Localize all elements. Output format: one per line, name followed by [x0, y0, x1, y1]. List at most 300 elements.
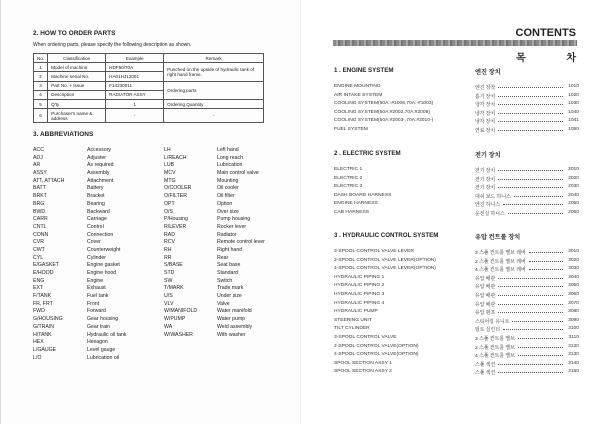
contents-item[interactable] [334, 283, 579, 292]
contents-item[interactable] [334, 335, 579, 344]
abbreviation-meaning: Forward [87, 308, 107, 315]
contents-item[interactable] [334, 326, 579, 335]
order-table [33, 53, 264, 123]
abbreviation-meaning: Long reach [217, 154, 243, 161]
page-number: 1010 [568, 84, 579, 89]
leader-dots [498, 364, 563, 365]
decorative-band [333, 40, 577, 46]
abbreviation-code: L/GAUGE [33, 346, 57, 353]
abbreviation-meaning: Rear [217, 254, 229, 261]
item-title-en: TILT CYLINDER [334, 326, 370, 332]
abbreviation-meaning: With washer [217, 331, 246, 338]
item-title-ko: 4 스풀 컨트롤 밸브 [475, 354, 515, 360]
section-heading [334, 150, 579, 167]
section-title-ko: 전기 장치 [475, 152, 501, 159]
abbreviation-row [33, 308, 273, 316]
order-intro: When ordering parts, please specify the following description as shown. [33, 42, 192, 48]
abbreviation-row [33, 216, 273, 224]
cell: Model of machine [48, 63, 106, 72]
item-title-ko: 연료 장치 [475, 128, 496, 134]
table-row [34, 99, 264, 108]
abbreviation-meaning: Bracket [87, 193, 105, 200]
contents-item[interactable] [334, 266, 579, 275]
abbreviation-meaning: Bearing [87, 200, 105, 207]
abbreviation-code: AR [33, 162, 41, 169]
abbreviation-code: FR, FRT [33, 300, 53, 307]
abbreviation-meaning: Trade mark [217, 285, 244, 292]
item-title-en: 2-SPOOL CONTROL VALVE(OPTION) [334, 343, 419, 349]
abbreviation-row [33, 332, 273, 340]
abbreviation-code: LUB [164, 162, 175, 169]
abbreviation-code: CWT [33, 246, 45, 253]
abbreviation-meaning: Remote control lever [217, 239, 265, 246]
leader-dots [498, 96, 563, 97]
abbreviation-code: STD [164, 270, 175, 276]
abbreviation-code: RAD [164, 231, 175, 238]
abbreviation-row [33, 162, 273, 170]
item-title-en: COOLING SYSTEM(50A:-#1006,70A:-#1003) [334, 101, 434, 107]
abbreviation-row [33, 339, 273, 347]
item-title-ko: 대쉬 보드 하니스 [475, 194, 511, 200]
abbreviation-meaning: Carriage [87, 216, 107, 223]
item-title-en: 4-SPOOL CONTROL VALVE(OPTION) [334, 352, 419, 358]
item-title-ko: 유압 펌프 [475, 311, 496, 317]
table-header [34, 54, 264, 63]
abbreviation-code: U/S [164, 293, 173, 300]
leader-dots [498, 278, 563, 279]
page-number: 3030 [568, 266, 579, 272]
cell: - [106, 109, 164, 123]
abbreviation-row [33, 285, 273, 293]
abbreviation-meaning: Pump housing [217, 216, 251, 223]
abbreviation-code: G/TRAIN [33, 323, 55, 330]
contents-item[interactable] [334, 369, 579, 378]
item-title-ko: 3 스풀 컨트롤 밸브 레버 [475, 251, 526, 256]
item-title-en: HYDRAULIC PIPING 1 [334, 274, 385, 280]
abbreviation-row [33, 293, 273, 301]
contents-item[interactable] [334, 84, 579, 93]
section-title-en: 2 . ELECTRIC SYSTEM [334, 150, 401, 157]
contents-item[interactable] [334, 201, 579, 210]
cell: 4 [34, 90, 48, 99]
abbreviation-meaning: Assembly [87, 170, 110, 177]
item-title-en: 4-SPOOL CONTROL VALVE LEVER(OPTION) [334, 266, 436, 272]
abbreviation-code: H/TANK [33, 331, 52, 338]
abbreviation-meaning: Cylinder [87, 254, 107, 261]
table-row [34, 63, 264, 72]
abbreviation-code: BRKT [33, 193, 47, 200]
cell: 6 [34, 109, 48, 123]
contents-title-ko [516, 49, 576, 64]
abbreviation-code: O/FILTER [164, 193, 187, 200]
abbreviation-code: BWD [33, 208, 46, 215]
contents-item[interactable] [334, 301, 579, 310]
abbreviation-code: VLV [164, 300, 174, 307]
section-title-ko: 유압 컨트롤 장치 [475, 234, 521, 241]
contents-item[interactable] [334, 184, 579, 193]
leader-dots [518, 338, 563, 339]
cell: Purchaser's name & address [48, 109, 106, 123]
item-title-ko: 4 스풀 컨트롤 밸브 레버 [475, 268, 526, 274]
item-title-en: FUEL SYSTEM [334, 126, 368, 132]
section-title-en: 1 . ENGINE SYSTEM [334, 67, 394, 74]
abbreviation-meaning: Weld assembly [217, 323, 253, 330]
abbreviation-meaning: Battery [87, 185, 104, 192]
item-title-en: 3-SPOOL CONTROL VALVE [334, 334, 397, 340]
abbreviation-row [33, 262, 273, 270]
abbreviation-code: ACC [33, 147, 44, 153]
item-title-ko: 2 스풀 컨트롤 밸브 [475, 345, 515, 351]
leader-dots [498, 312, 563, 313]
item-title-en: DASH BOARD HARNESS [334, 192, 392, 198]
abbreviation-row [33, 255, 273, 263]
cell: F14230011 [106, 81, 164, 90]
cell: Machine serial No. [48, 72, 106, 81]
abbreviation-code: ASSY [33, 170, 47, 177]
page-number: 3070 [568, 300, 579, 306]
abbreviation-meaning: Hexagon [87, 339, 108, 346]
abbreviation-meaning: Oil filter [217, 193, 235, 200]
abbreviation-code: R/LEVER [164, 223, 187, 230]
abbreviation-row [33, 301, 273, 309]
abbreviation-code: CONN [33, 231, 49, 238]
abbreviation-meaning: Engine hood [87, 270, 117, 276]
abbreviation-code: P/Housing [164, 216, 188, 223]
abbreviation-code: RR [164, 254, 172, 261]
item-title-ko: 엔진 하니스 [475, 203, 500, 209]
abbreviation-row [33, 178, 273, 186]
abbreviation-row [33, 232, 273, 240]
page-number: 3040 [568, 274, 579, 280]
leader-dots [514, 196, 563, 197]
leader-dots [508, 213, 563, 214]
leader-dots [518, 355, 563, 356]
leader-dots [529, 261, 563, 262]
leader-dots [503, 329, 563, 330]
abbreviation-meaning: Adjuster [87, 154, 107, 161]
abbreviation-row [33, 278, 273, 286]
page-number: 1041 [568, 118, 579, 124]
leader-dots [529, 252, 563, 253]
abbreviation-row [33, 239, 273, 247]
item-title-en: SPOOL SECTION ASSY 1 [334, 360, 392, 366]
contents-item[interactable] [334, 176, 579, 185]
abbreviation-row [33, 185, 273, 193]
abbreviation-row [33, 155, 273, 163]
abbreviation-meaning: Counterweight [87, 246, 121, 253]
abbreviation-meaning: Valve [217, 300, 230, 307]
item-title-en: ELECTRIC 3 [334, 184, 363, 190]
abbreviation-code: L/REACH [164, 154, 187, 161]
page-number: 3150 [568, 369, 579, 375]
abbreviation-meaning: Gear train [87, 323, 111, 330]
abbreviation-code: OPT [164, 200, 175, 207]
abbreviation-meaning: Oil cooler [217, 185, 239, 192]
item-title-ko: 운전실 하니스 [475, 211, 505, 217]
order-heading: 2. HOW TO ORDER PARTS [33, 30, 116, 37]
leader-dots [498, 295, 563, 296]
page-number: 1020 [568, 92, 579, 98]
title-ko-char: 차 [566, 53, 576, 64]
item-title-ko: 엔진 장착 [475, 86, 496, 91]
title-ko-char: 목 [516, 53, 526, 64]
item-title-ko: 틸트 실린더 [475, 328, 500, 334]
page-number: 2050 [568, 201, 579, 207]
contents-item[interactable] [334, 101, 579, 110]
cell: RADIATOR ASSY [106, 90, 164, 99]
leader-dots [498, 121, 563, 122]
abbreviation-code: W/WASHER [164, 331, 193, 338]
leader-dots [498, 179, 563, 180]
table-row [34, 81, 264, 90]
abbreviation-meaning: Water pump [217, 316, 246, 323]
leader-dots [498, 372, 563, 373]
header-cell: Example [106, 54, 164, 63]
page-number: 2060 [568, 209, 579, 215]
abbreviation-meaning: Hydraulic oil tank [87, 331, 127, 338]
abbreviation-meaning: Right hand [217, 246, 243, 253]
leader-dots [518, 347, 563, 348]
cell: Part No. + Issue [48, 81, 106, 90]
page-number: 3120 [568, 343, 579, 349]
abbr-heading: 3. ABBREVIATIONS [33, 131, 94, 138]
abbreviation-meaning: Switch [217, 277, 233, 284]
contents-item[interactable] [334, 249, 579, 258]
abbreviation-code: ADJ [33, 154, 43, 161]
abbreviation-code: E/GASKET [33, 262, 59, 269]
cell: Q'ty [48, 99, 106, 108]
item-title-en: COOLING SYSTEM(50A:#2002,70A:#2009) [334, 109, 430, 115]
page-number: 2010 [568, 167, 579, 172]
section-heading [334, 232, 579, 249]
abbreviation-code: CARR [33, 216, 48, 223]
page-number: 2030 [568, 184, 579, 190]
abbreviation-meaning: Lubrication [217, 162, 243, 169]
item-title-en: ELECTRIC 2 [334, 175, 363, 181]
item-title-ko: 유압 배관 [475, 276, 496, 282]
abbreviation-list [33, 147, 273, 362]
section-title-ko: 엔진 장치 [475, 69, 501, 76]
section-engine [334, 67, 579, 136]
abbreviation-meaning: Rocker lever [217, 223, 247, 230]
abbreviation-code: RCV [164, 239, 175, 246]
abbreviation-row [33, 170, 273, 178]
abbreviation-row [33, 247, 273, 255]
page-number: 3080 [568, 309, 579, 315]
abbreviation-meaning: Left hand [217, 147, 239, 153]
cell: Description [48, 90, 106, 99]
leader-dots [498, 104, 563, 105]
abbreviation-meaning: Under size [217, 293, 242, 300]
abbreviation-code: MTG [164, 177, 176, 184]
abbreviation-meaning: Cover [87, 239, 101, 246]
page-number: 3050 [568, 283, 579, 289]
abbreviation-meaning: Fuel tank [87, 293, 109, 300]
abbreviation-meaning: Standard [217, 270, 239, 276]
contents-item[interactable] [334, 309, 579, 318]
abbreviation-row [33, 224, 273, 232]
item-title-ko: 냉각 장치 [475, 120, 496, 126]
abbreviation-meaning: Control [87, 223, 104, 230]
abbreviation-row [33, 201, 273, 209]
item-title-ko: 스풀 섹션 [475, 371, 496, 377]
cell: 1 [106, 99, 164, 108]
abbreviation-meaning: Over size [217, 208, 239, 215]
abbreviation-code: HEX [33, 339, 44, 346]
item-title-ko: 유압 배관 [475, 293, 496, 299]
abbreviation-code: G/HOUSING [33, 316, 63, 323]
abbreviation-code: CNTL [33, 223, 47, 230]
abbreviation-row [33, 324, 273, 332]
abbreviation-meaning: As required [87, 162, 114, 169]
leader-dots [498, 170, 563, 171]
contents-item[interactable] [334, 344, 579, 353]
header-cell: Classification [48, 54, 106, 63]
item-title-en: HYDRAULIC PUMP [334, 309, 378, 315]
page-number: 3110 [568, 334, 579, 340]
contents-item[interactable] [334, 118, 579, 127]
item-title-en: HYDRAULIC PIPING 2 [334, 283, 385, 289]
item-title-ko: 전기 장치 [475, 169, 496, 174]
contents-item[interactable] [334, 292, 579, 301]
abbreviation-row [33, 193, 273, 201]
table-row [34, 109, 264, 123]
cell: 5 [34, 99, 48, 108]
page-number: 3140 [568, 360, 579, 366]
abbreviation-code: RH [164, 246, 172, 253]
item-title-en: CAB HARNESS [334, 209, 370, 215]
page-number: 3090 [568, 317, 579, 323]
cell: - [164, 109, 264, 123]
item-title-ko: 전기 장치 [475, 177, 496, 183]
leader-dots [498, 113, 563, 114]
abbreviation-code: W/PUMP [164, 316, 186, 323]
page-number: 1030 [568, 101, 579, 107]
item-title-ko: 스티어링 유니트 [475, 319, 510, 325]
leader-dots [498, 130, 563, 131]
abbreviation-meaning: Accessory [87, 147, 111, 153]
item-title-ko: 유압 배관 [475, 285, 496, 291]
leader-dots [498, 87, 563, 88]
leader-dots [498, 187, 563, 188]
leader-dots [529, 269, 563, 270]
abbreviation-code: FWD [33, 308, 45, 315]
contents-item[interactable] [334, 127, 579, 136]
abbreviation-code: BATT [33, 185, 46, 192]
abbreviation-meaning: Radiator [217, 231, 237, 238]
leader-dots [498, 286, 563, 287]
contents-item[interactable] [334, 318, 579, 327]
page-number: 2020 [568, 175, 579, 181]
item-title-en: STEERING UNIT [334, 317, 372, 323]
page-number: 3010 [568, 249, 579, 254]
abbreviation-meaning: Seat base [217, 262, 241, 269]
contents-item[interactable] [334, 93, 579, 102]
item-title-ko: 2 스풀 컨트롤 밸브 레버 [475, 259, 526, 265]
cell: 2 [34, 72, 48, 81]
item-title-ko: 흡기 장치 [475, 94, 496, 100]
abbreviation-row [33, 347, 273, 355]
abbreviation-row [33, 147, 273, 155]
cell: Punched on the upside of hydraulic tank of right hand frame. [164, 63, 264, 81]
abbreviation-row [33, 355, 273, 363]
abbreviation-code: E/HOOD [33, 270, 54, 276]
item-title-en: COOLING SYSTEM(50A:#2003-,70A:#2010-) [334, 118, 434, 124]
abbreviation-code: O/S [164, 208, 173, 215]
item-title-en: HYDRAULIC PIPING 4 [334, 300, 385, 306]
cell: HDF50/70A [106, 63, 164, 72]
contents-title: CONTENTS [515, 27, 576, 39]
item-title-ko: 유압 배관 [475, 302, 496, 308]
item-title-ko: 전기 장치 [475, 186, 496, 192]
item-title-ko: 스풀 섹션 [475, 362, 496, 368]
item-title-ko: 냉각 장치 [475, 103, 496, 109]
abbreviation-meaning: Level gauge [87, 346, 116, 353]
page-number: 2040 [568, 192, 579, 198]
cell: 1 [34, 63, 48, 72]
page-number: 1040 [568, 109, 579, 115]
abbreviation-row [33, 316, 273, 324]
item-title-en: ENGINE MOUNTING [334, 84, 381, 89]
abbreviation-meaning: Front [87, 300, 100, 307]
item-title-en: ENGINE HARNESS [334, 201, 378, 207]
abbreviation-meaning: Lubrication oil [87, 354, 120, 361]
abbreviation-meaning: Engine gasket [87, 262, 120, 269]
page-number: 3130 [568, 352, 579, 358]
right-page [300, 0, 600, 424]
abbreviation-code: MCV [164, 170, 176, 177]
item-title-en: HYDRAULIC PIPING 3 [334, 291, 385, 297]
item-title-en: 3-SPOOL CONTROL VALVE LEVER [334, 249, 414, 254]
abbreviation-meaning: Option [217, 200, 233, 207]
leader-dots [498, 304, 563, 305]
header-cell: Remark [164, 54, 264, 63]
section-electric [334, 150, 579, 219]
cell: 3 [34, 81, 48, 90]
contents-item[interactable] [334, 210, 579, 219]
item-title-en: SPOOL SECTION ASSY 2 [334, 369, 392, 375]
page-number: 3060 [568, 291, 579, 297]
abbreviation-code: ENG [33, 277, 45, 284]
section-hydraulic [334, 232, 579, 378]
item-title-ko: 3 스풀 컨트롤 밸브 [475, 336, 515, 342]
page-number: 3020 [568, 257, 579, 263]
abbreviation-meaning: Gear housing [87, 316, 119, 323]
abbreviation-code: S/BASE [164, 262, 183, 269]
abbreviation-code: L/O [33, 354, 42, 361]
item-title-en: 2-SPOOL CONTROL VALVE LEVER(OPTION) [334, 257, 436, 263]
abbreviation-code: T/MARK [164, 285, 184, 292]
abbreviation-row [33, 209, 273, 217]
cell: Ordering parts [164, 81, 264, 99]
contents-item[interactable] [334, 352, 579, 361]
abbreviation-meaning: Exhaust [87, 285, 106, 292]
contents-item[interactable] [334, 258, 579, 267]
cell: Ordering Quantity [164, 99, 264, 108]
leader-dots [503, 204, 563, 205]
abbreviation-code: CYL [33, 254, 44, 261]
header-cell: No. [34, 54, 48, 63]
abbreviation-code: W/MANIFOLD [164, 308, 198, 315]
contents-item[interactable] [334, 167, 579, 176]
abbreviation-code: LH [164, 147, 171, 153]
item-title-en: ELECTRIC 1 [334, 167, 363, 172]
abbreviation-meaning: Attachment [87, 177, 114, 184]
abbreviation-meaning: Engine [87, 277, 104, 284]
abbreviation-code: O/COOLER [164, 185, 192, 192]
abbreviation-code: EXT [33, 285, 44, 292]
abbreviation-code: WA [164, 323, 173, 330]
